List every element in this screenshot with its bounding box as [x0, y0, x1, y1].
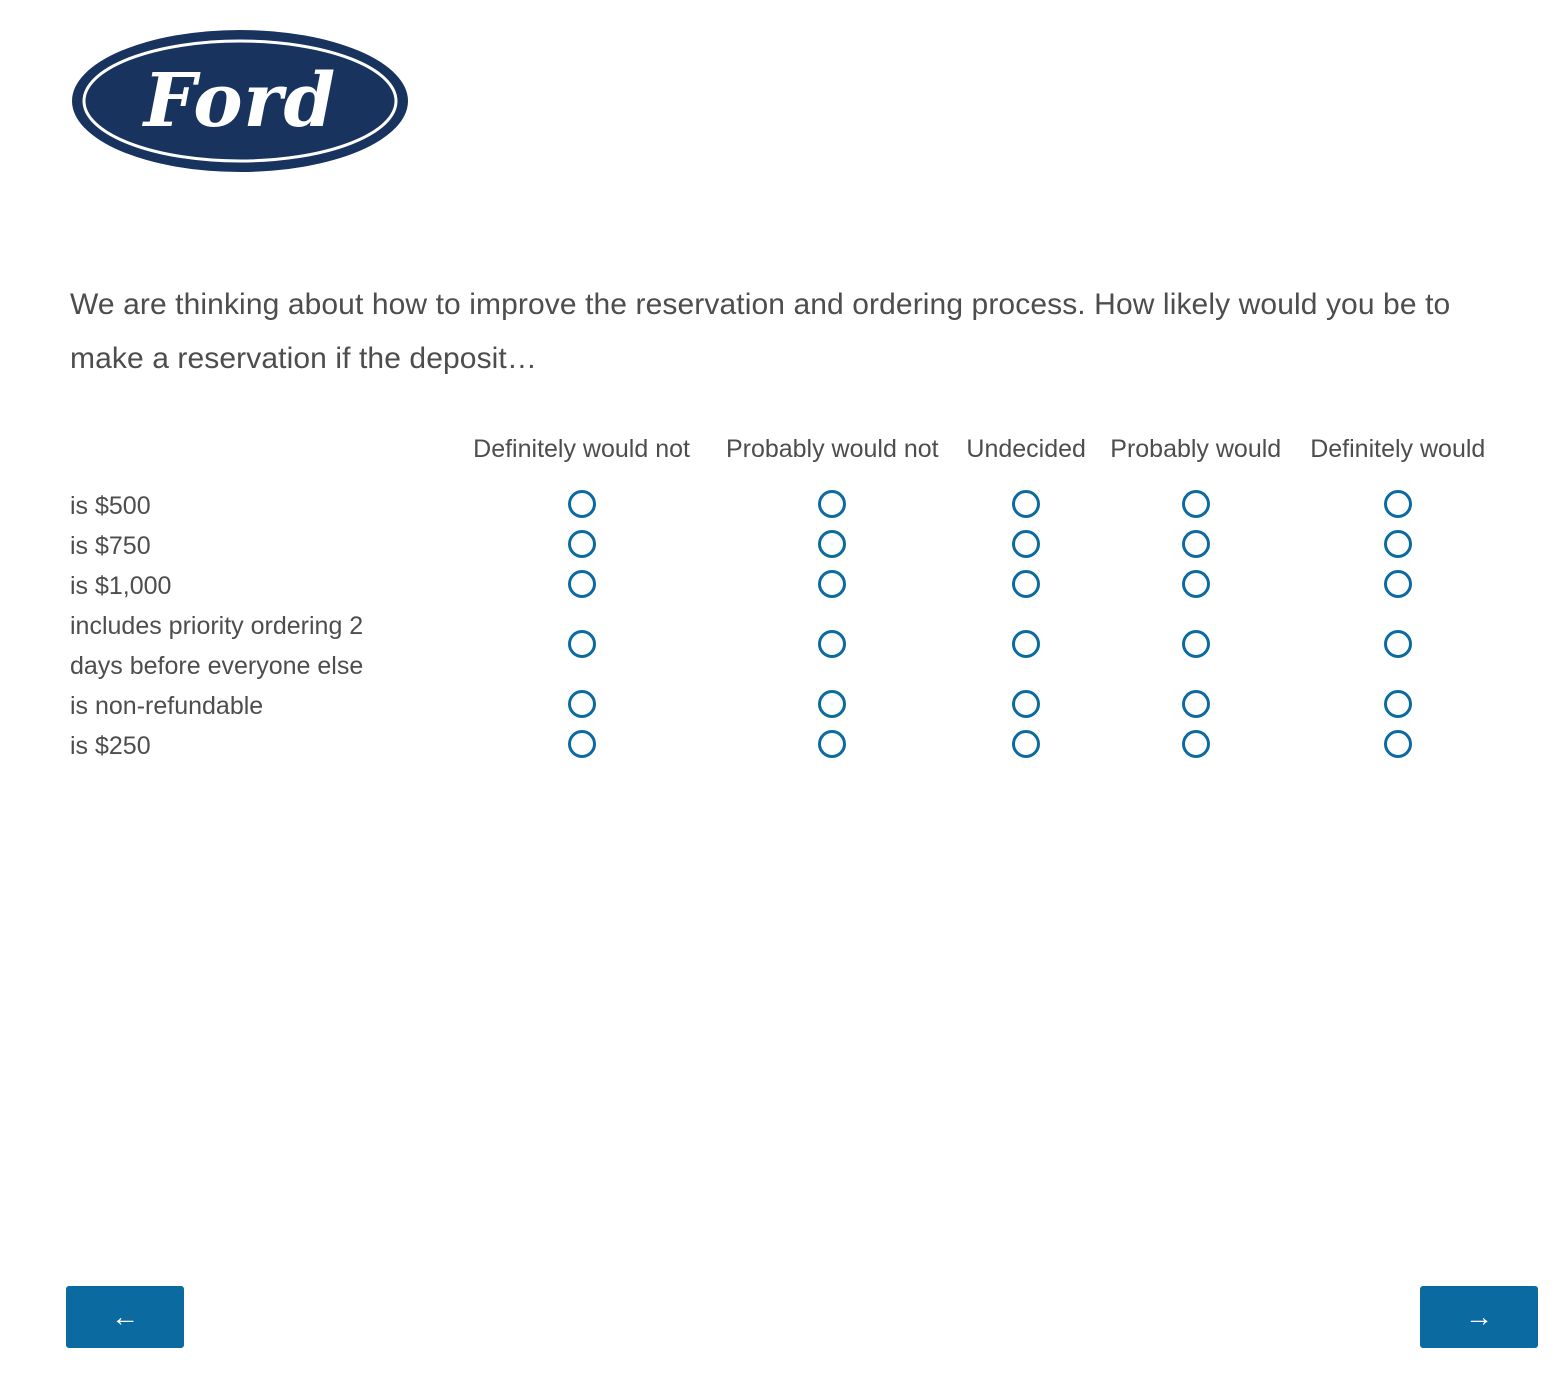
radio-button[interactable]: [818, 530, 846, 558]
radio-cell-2-4[interactable]: [1296, 566, 1500, 606]
radio-cell-2-3[interactable]: [1096, 566, 1296, 606]
radio-button[interactable]: [818, 490, 846, 518]
radio-cell-1-0[interactable]: [455, 526, 708, 566]
radio-button[interactable]: [818, 730, 846, 758]
matrix-row: [70, 606, 1500, 686]
radio-cell-5-2[interactable]: [956, 726, 1096, 766]
radio-cell-2-1[interactable]: [708, 566, 956, 606]
radio-cell-3-4[interactable]: [1296, 606, 1500, 686]
radio-cell-2-0[interactable]: [455, 566, 708, 606]
row-label-3: [70, 606, 455, 686]
radio-cell-5-1[interactable]: [708, 726, 956, 766]
row-label-5: [70, 726, 455, 766]
radio-button[interactable]: [1182, 690, 1210, 718]
radio-button[interactable]: [568, 730, 596, 758]
row-label-text: is $750: [70, 532, 151, 560]
radio-button[interactable]: [568, 490, 596, 518]
radio-button[interactable]: [1182, 730, 1210, 758]
radio-button[interactable]: [1384, 490, 1412, 518]
radio-button[interactable]: [1012, 690, 1040, 718]
matrix-row: [70, 726, 1500, 766]
radio-button[interactable]: [1182, 630, 1210, 658]
svg-text:Ford: Ford: [143, 58, 337, 144]
radio-button[interactable]: [1012, 570, 1040, 598]
radio-cell-0-4[interactable]: [1296, 486, 1500, 526]
radio-button[interactable]: [818, 630, 846, 658]
matrix-row: [70, 686, 1500, 726]
radio-cell-1-3[interactable]: [1096, 526, 1296, 566]
radio-cell-5-0[interactable]: [455, 726, 708, 766]
row-label-1: [70, 526, 455, 566]
radio-cell-3-1[interactable]: [708, 606, 956, 686]
radio-cell-4-1[interactable]: [708, 686, 956, 726]
radio-cell-1-1[interactable]: [708, 526, 956, 566]
scale-header-2: Undecided: [966, 435, 1086, 463]
scale-header-3: Probably would: [1110, 435, 1282, 463]
next-page-button[interactable]: →: [1420, 1286, 1538, 1348]
scale-header-1: Probably would not: [725, 435, 939, 463]
row-label-4: [70, 686, 455, 726]
radio-button[interactable]: [1182, 490, 1210, 518]
ford-logo: [70, 28, 410, 174]
radio-cell-4-2[interactable]: [956, 686, 1096, 726]
row-label-text: is $500: [70, 492, 151, 520]
row-label-2: [70, 566, 455, 606]
radio-button[interactable]: [1384, 530, 1412, 558]
matrix-corner-cell: [70, 430, 455, 486]
radio-cell-0-3[interactable]: [1096, 486, 1296, 526]
radio-cell-0-2[interactable]: [956, 486, 1096, 526]
scale-header-4: Definitely would: [1310, 435, 1486, 463]
radio-cell-1-2[interactable]: [956, 526, 1096, 566]
matrix-row: [70, 566, 1500, 606]
radio-button[interactable]: [1182, 570, 1210, 598]
row-label-text: is non-refundable: [70, 692, 264, 720]
radio-button[interactable]: [568, 530, 596, 558]
matrix-header-row: [70, 430, 1500, 486]
radio-cell-4-4[interactable]: [1296, 686, 1500, 726]
radio-button[interactable]: [1384, 630, 1412, 658]
radio-button[interactable]: [568, 690, 596, 718]
radio-button[interactable]: [568, 630, 596, 658]
radio-button[interactable]: [1182, 530, 1210, 558]
row-label-text: is $1,000: [70, 572, 172, 600]
radio-cell-4-0[interactable]: [455, 686, 708, 726]
radio-cell-3-3[interactable]: [1096, 606, 1296, 686]
radio-cell-5-3[interactable]: [1096, 726, 1296, 766]
radio-button[interactable]: [568, 570, 596, 598]
radio-button[interactable]: [1384, 570, 1412, 598]
row-label-0: [70, 486, 455, 526]
question-text: We are thinking about how to improve the reservation and ordering process. How likely would you be to make a reservation if the deposit…: [70, 288, 1451, 375]
radio-cell-5-4[interactable]: [1296, 726, 1500, 766]
matrix-row: [70, 486, 1500, 526]
radio-button[interactable]: [1012, 730, 1040, 758]
likert-matrix: [70, 430, 1500, 766]
radio-button[interactable]: [1012, 530, 1040, 558]
radio-cell-1-4[interactable]: [1296, 526, 1500, 566]
matrix-row: [70, 526, 1500, 566]
scale-header-0: Definitely would not: [473, 435, 690, 463]
radio-cell-4-3[interactable]: [1096, 686, 1296, 726]
radio-button[interactable]: [818, 570, 846, 598]
radio-button[interactable]: [818, 690, 846, 718]
previous-page-button[interactable]: ←: [66, 1286, 184, 1348]
row-label-text: is $250: [70, 732, 151, 760]
radio-cell-0-0[interactable]: [455, 486, 708, 526]
radio-button[interactable]: [1384, 690, 1412, 718]
radio-cell-0-1[interactable]: [708, 486, 956, 526]
radio-button[interactable]: [1012, 490, 1040, 518]
radio-cell-3-2[interactable]: [956, 606, 1096, 686]
radio-cell-3-0[interactable]: [455, 606, 708, 686]
radio-button[interactable]: [1384, 730, 1412, 758]
radio-button[interactable]: [1012, 630, 1040, 658]
row-label-text: includes priority ordering 2 days before everyone else: [70, 612, 364, 680]
radio-cell-2-2[interactable]: [956, 566, 1096, 606]
